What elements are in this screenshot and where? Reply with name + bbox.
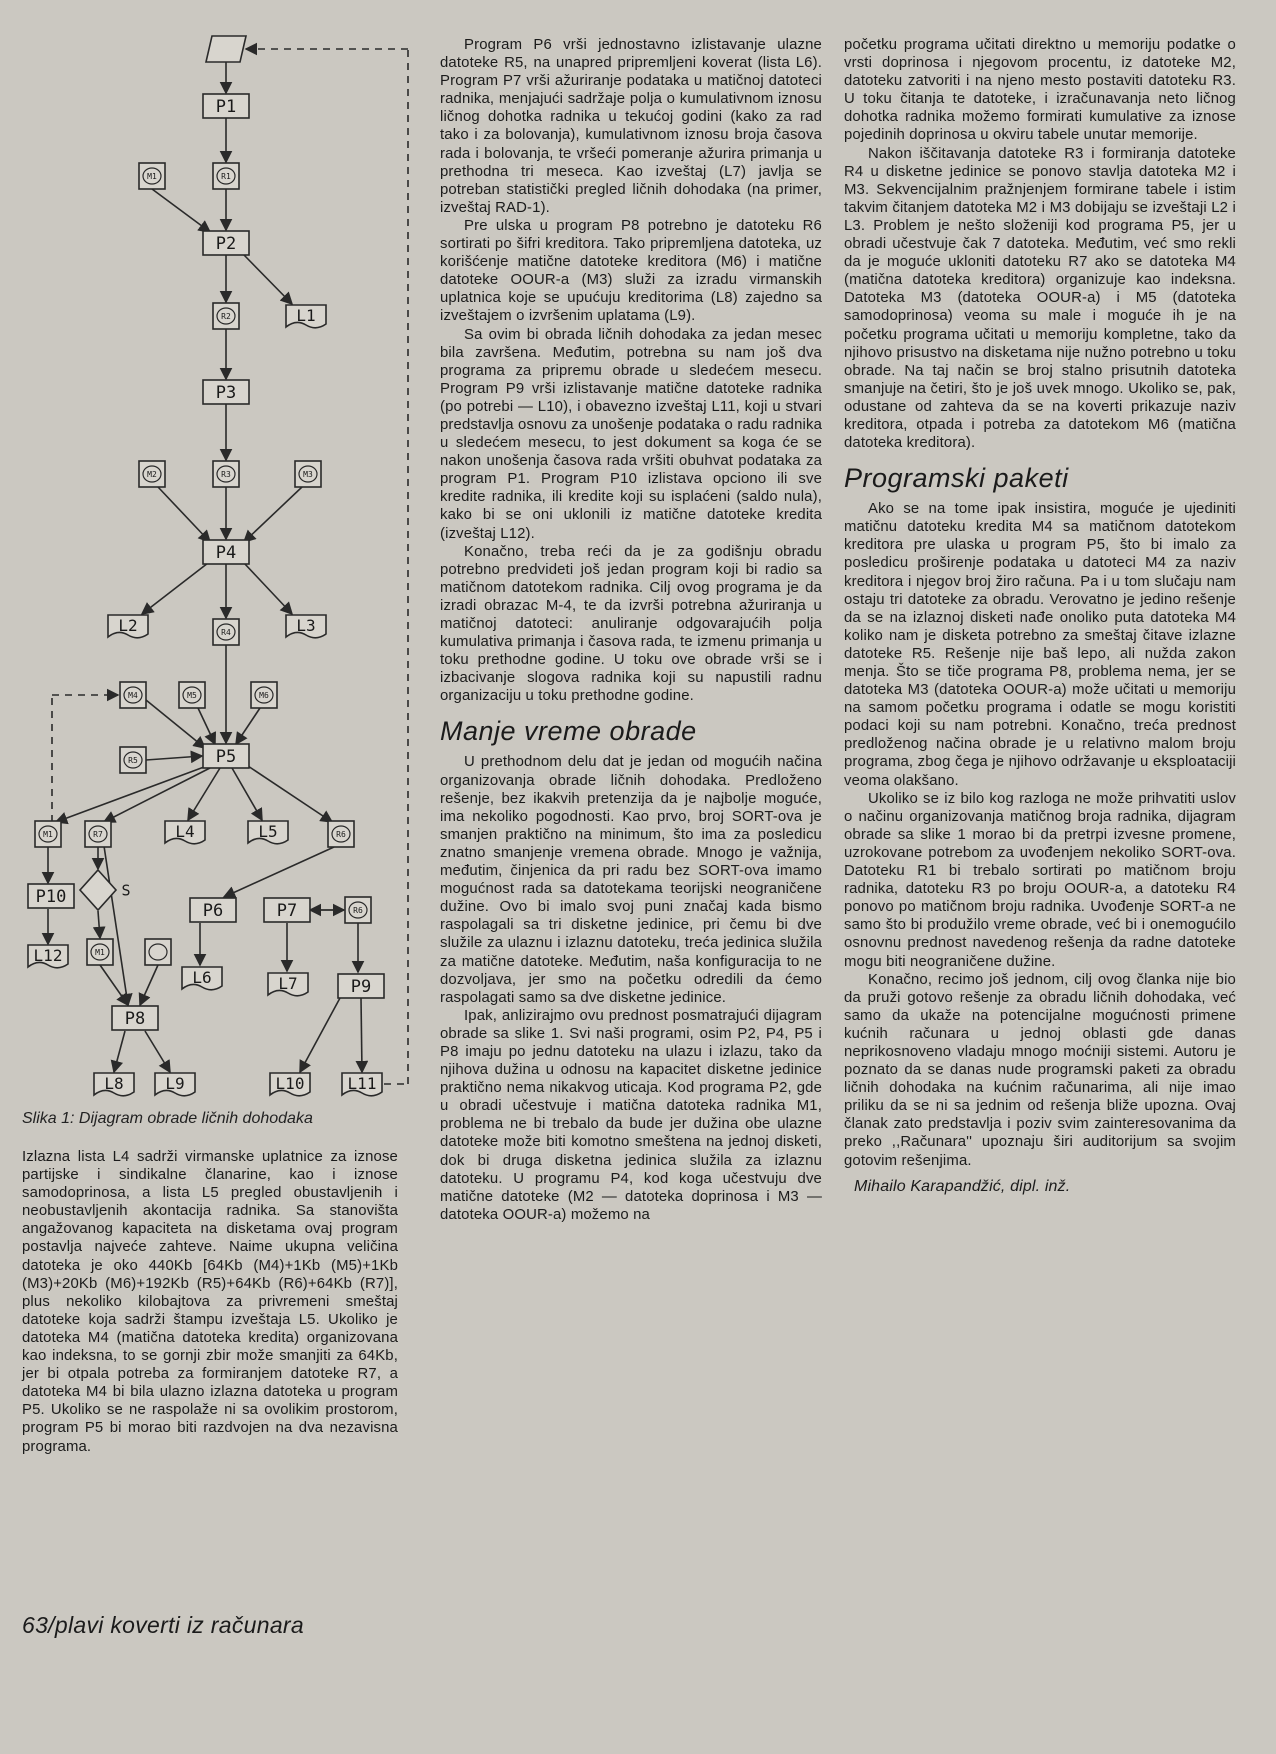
file-label: M3 — [303, 469, 313, 479]
paragraph: U prethodnom delu dat je jedan od mogućih načina organizovanja obrade ličnih dohodaka. Predloženo rešenje, bez ikakvih pretenzija da je najbolje moguće, ima nekoliko pogodnosti. Kao prvo, broj SORT-ova je smanjen praktično na minimum, što ima za posledicu znatno smanjenje vremena obrade. Mnogo je važnija, međutim, činjenica da pri radu bez SORT-ova imamo mogućnost rada sa datotekama teorijski neograničene dužine. Ovo bi imalo svoj puni značaj kada bismo raspolagali sa tri disketne jedinice, pri čemu bi dve služile za ulaznu i izlaznu datoteku, treća jedinica služila za matične datoteke. Međutim, naša konfiguracija to ne dozvoljava, jer smo na početku odredili da ćemo raspolagati samo sa dve disketne jedinice. — [440, 754, 822, 1006]
file-label: R6 — [336, 829, 346, 839]
flow-arrow — [104, 768, 210, 822]
flow-arrow — [142, 563, 208, 614]
file-label: R5 — [128, 755, 138, 765]
flow-arrow — [104, 846, 131, 1005]
flow-arrow — [152, 189, 210, 232]
file-label: R3 — [221, 469, 231, 479]
flow-arrow — [361, 998, 362, 1072]
file-label: M4 — [128, 690, 138, 700]
file-label: M5 — [187, 690, 197, 700]
input-parallelogram — [206, 36, 246, 62]
list-label: L9 — [165, 1073, 185, 1093]
program-label: P6 — [202, 901, 224, 922]
page-footer: 63/plavi koverti iz računara — [22, 1612, 304, 1638]
list-label: L7 — [278, 973, 298, 993]
flow-arrow — [114, 1031, 125, 1072]
flow-arrow — [140, 965, 158, 1005]
list-label: L8 — [104, 1073, 124, 1093]
list-label: L4 — [175, 821, 195, 841]
paragraph: Ako se na tome ipak insistira, moguće je ujediniti matičnu datoteku kredita M4 sa matičnom datotekom kreditora pre ulaska u program P5, što bi imalo za posledicu proširenje podataka u datoteci M4 za naziv kreditora i njegov broj žiro računa. Pa i u tom slučaju nam ostaju tri datoteke za obradu. Verovatno je jedino rešenje da se na izlaznoj disketi nađe onoliko puta datoteka M4 koliko nam je disketa potrebno za smeštaj čitave izlazne datoteke R5. Rešenje nije baš lepo, ali nužda zakon menja. Što se tiče programa P8, problema nema, jer se datoteka M3 (datoteka OOUR-a) može učitati u memoriju na samom početku programa i odatle se mogu koristiti podaci koji su nam potrebni. Konačno, treća prednost predloženog načina obrade je u relativno malom broju programa, zbog čega je njihovo održavanje u eksploataciji veoma olakšano. — [844, 501, 1236, 789]
flow-arrow — [244, 563, 292, 614]
file-label: M2 — [147, 469, 157, 479]
column-2 — [440, 36, 822, 1224]
paragraph: Ukoliko se iz bilo kog razloga ne može prihvatiti uslov o načinu organizovanja matičnog broja radnika, dijagram obrade sa slike 1 morao bi da pretrpi izvesne promene, uzrokovane potrebom za uvođenjem nekoliko SORT-ova. Datoteku R1 bi trebalo sortirati po matičnom broju radnika, datoteku R3 po broju OOUR-a, a datoteku R4 ponovo po matičnom broju radnika. Uvođenje SORT-a ne samo što bi produžilo vreme obrade, već bi i onemogućilo osnovnu prednost navedenog rešenja da radne datoteke mogu biti neograničene dužine. — [844, 790, 1236, 970]
flow-arrow — [145, 1031, 170, 1072]
section-heading: Programski paketi — [844, 463, 1069, 494]
file-label: R4 — [221, 627, 231, 637]
file-label: R2 — [221, 311, 231, 321]
program-label: P3 — [215, 383, 237, 404]
paragraph: Nakon iščitavanja datoteke R3 i formiranja datoteke R4 u disketne jedinice se ponovo stavlja datoteka M2 i M3. Sekvencijalnim pražnjenjem formirane tabele i istim takvim čitanjem datoteka M2 i M3 dobijaju se izveštaji L2 i L3. Problem je nešto složeniji kod programa P5, jer u obradi učestvuje čak 7 datoteka. Međutim, već smo rekli da je moguće ukloniti datoteku R7 ako se datoteka M4 (matična datoteka kreditora) organizuje kao indeksna. Datoteka M3 (datoteka OOUR-a) i M5 (datoteka samodoprinosa) veoma su male i moguće ih je na početku programa učitati u memoriju kompletne, tako da njihovo prisustvo na disketama nije nužno potrebno u toku obrade. Na taj način se broj stalno prisutnih datoteka smanjuje na četiri, što je još uvek mnogo. Ukoliko se, pak, odustane od zahteva da se na koverti prikazuje naziv kreditora, otpada i potreba za datotekom M6 (matična datoteka kreditora). — [844, 145, 1236, 452]
flow-arrow — [232, 768, 262, 820]
file-label: R1 — [221, 171, 231, 181]
paragraph: Sa ovim bi obrada ličnih dohodaka za jedan mesec bila završena. Međutim, potrebna su nam još dva programa za pripremu obrade u sledećem mesecu. Program P9 vrši izlistavanje matične datoteke radnika (po potrebi — L10), i obavezno izveštaj L11, koji u stvari predstavlja osnovu za unošenje podataka o radu radnika u sledećem mesecu, to jest dokument sa koga će se nakon unošenja časova rada vršiti obuhvat podataka za program P1. Program P10 izlistava opciono ili sve kredite radnika, ili kredite koji su isplaćeni (saldo nula), kako bi se oni uklonili iz matične datoteke kredita (izveštaj L12). — [440, 326, 822, 542]
flow-arrow — [98, 911, 100, 938]
program-label: P10 — [35, 887, 67, 908]
flow-arrow — [244, 487, 302, 542]
author-signature: Mihailo Karapandžić, dipl. inž. — [854, 1177, 1071, 1195]
list-label: L12 — [33, 945, 63, 965]
program-label: P7 — [276, 901, 298, 922]
paragraph: Program P6 vrši jednostavno izlistavanje ulazne datoteke R5, na unapred pripremljeni koverat (lista L6). Program P7 vrši ažuriranje podataka u matičnoj datoteci radnika, menjajući sadržaje polja o kumulativnom iznosu ličnog dohotka radnika u tekućoj godini (kako za rad tako i za bolovanja), kumulativnom iznosu broja časova rada i bolovanja, te vršeći pomeranje ažurira primanja u prethodna tri meseca. Kao izveštaj (L7) javlja se potreban statistički pregled ličnih dohodaka (na primer, izveštaj RAD-1). — [440, 37, 822, 216]
program-label: P1 — [215, 97, 237, 118]
file-label: M1 — [95, 947, 105, 957]
list-label: L1 — [296, 305, 316, 325]
file-label: M1 — [43, 829, 53, 839]
list-label: L5 — [258, 821, 278, 841]
program-label: P2 — [215, 234, 237, 255]
flow-arrow — [244, 255, 292, 304]
list-label: L10 — [275, 1073, 305, 1093]
flow-arrow — [300, 998, 340, 1072]
paragraph: Konačno, treba reći da je za godišnju obradu potrebno predvideti još jedan program koji bi radio sa matičnom datotekom radnika. Cilj ovog programa je da izradi obrazac M-4, te da izvrši potrebna ažuriranja u matičnoj datoteci: anuliranje odgovarajućih polja kumulativa primanja i časova rada, te izmenu primanja u toku prethodne godine. U toku ove obrade vrši se i izbacivanje slogova radnika koji su napustili radnu organizaciju u toku prethodne godine. — [440, 543, 822, 705]
program-label: P5 — [215, 747, 237, 768]
flow-diagram — [0, 0, 420, 1110]
flow-arrow — [188, 768, 220, 820]
sort-label: S — [121, 881, 131, 900]
section-heading: Manje vreme obrade — [440, 716, 697, 747]
paragraph: Pre ulska u program P8 potrebno je datoteku R6 sortirati po šifri kreditora. Tako pripremljena datoteka, uz korišćenje matične datoteke kreditora (M6) i matične datoteke OOUR-a (M3) služi za izradu virmanskih uplatnica koje se upućuju kreditorima (L8) zajedno sa izveštajem o izvršenim uplatama (L9). — [440, 217, 822, 325]
program-label: P4 — [215, 543, 237, 564]
file-label: M6 — [259, 690, 269, 700]
file-label: M1 — [147, 171, 157, 181]
flow-arrow — [56, 767, 204, 822]
paragraph: početku programa učitati direktno u memoriju podatke o vrsti doprinosa i njegovom procentu, iz datoteke M2, datoteku zatvoriti i na njeno mesto postaviti datoteku R3. U toku čitanja te datoteke, i izračunavanja neto ličnog dohotka radnika možemo formirati kumulative za iznose pojedinih doprinosa u okviru tabele unutar memorije. — [844, 37, 1236, 144]
list-label: L6 — [192, 967, 212, 987]
list-label: L3 — [296, 615, 316, 635]
column-1 — [22, 1148, 398, 1456]
list-label: L2 — [118, 615, 138, 635]
file-label: R7 — [93, 829, 103, 839]
flow-arrow — [100, 965, 128, 1005]
flow-arrow — [248, 766, 332, 822]
figure-caption: Slika 1: Dijagram obrade ličnih dohodaka — [22, 1110, 313, 1127]
flow-arrow — [198, 708, 215, 744]
flow-arrow — [158, 487, 210, 542]
paragraph: Ipak, anlizirajmo ovu prednost posmatrajući dijagram obrade sa slike 1. Svi naši programi, osim P2, P4, P5 i P8 imaju po jednu datoteku na ulazu i izlazu, tako da njihova dužina u odnosu na kapacitet disketne jedinice praktično nema nikakvog uticaja. Kod programa P2, gde u obradi učestvuje i matična datoteka radnika M1, problema ne bi trebalo da bude jer dužina obe ulazne datoteke može biti komotno smeštena na jednoj disketi, dok bi druga disketna jedinica služila za izlaznu datoteku. U programu P4, kod koga učestvuju dve matične datoteke (M2 — datoteka doprinosa i M3 — datoteka OOUR-a) možemo na — [440, 1007, 822, 1223]
column-3 — [844, 36, 1236, 1196]
list-label: L11 — [347, 1073, 377, 1093]
paragraph: Konačno, recimo još jednom, cilj ovog članka nije bio da pruži gotovo rešenje za obradu ličnih dohodaka, već samo da ukaže na potencijalne mogućnosti primene kućnih računara u jednoj oblasti gde danas neprikosnoveno vladaju mnogo moćniji sistemi. Autoru je poznato da se danas nude programski paketi za obradu ličnih dohodaka na kućnim računarima, ali nije imao priliku da se ni sa jednim od rešenja bliže upozna. Ovaj članak zato predstavlja i poziv svim zainteresovanima da preko ,,Računara'' upoznaju širi auditorijum sa svojim gotovim rešenjima. — [844, 971, 1236, 1169]
program-label: P8 — [124, 1009, 146, 1030]
program-label: P9 — [350, 977, 372, 998]
flow-arrow — [236, 708, 260, 744]
file-label: R6 — [353, 905, 363, 915]
flow-arrow — [224, 847, 334, 897]
sort-diamond — [80, 870, 116, 910]
flow-arrow — [146, 756, 202, 760]
paragraph: Izlazna lista L4 sadrži virmanske uplatnice za iznose partijske i sindikalne članarine, kao i iznose samodoprinosa, a lista L5 pregled obustavljenih i neobustavljenih akontacija radnika. Sa stanovišta angažovanog kapaciteta na disketama ovaj program postavlja najveće zahteve. Naime ukupna veličina datoteka je oko 440Kb [64Kb (M4)+1Kb (M5)+1Kb (M3)+20Kb (M6)+192Kb (R5)+64Kb (R6)+64Kb (R7)], plus nekoliko kilobajtova za privremeni smeštaj datoteke koja sadrži štampu izveštaja L5. Ukoliko je datoteka M4 (matična datoteka kredita) organizovana kao indeksna, to se gornji zbir može smanjiti za 64Kb, jer bi otpala potreba za formiranjem datoteke R7, a datoteka M4 bi bila ulazno izlazna datoteka u program P5. Ukoliko se ne raspolaže ni sa ovolikim prostorom, program P5 bi morao biti razdvojen na dva nezavisna programa. — [22, 1149, 398, 1455]
